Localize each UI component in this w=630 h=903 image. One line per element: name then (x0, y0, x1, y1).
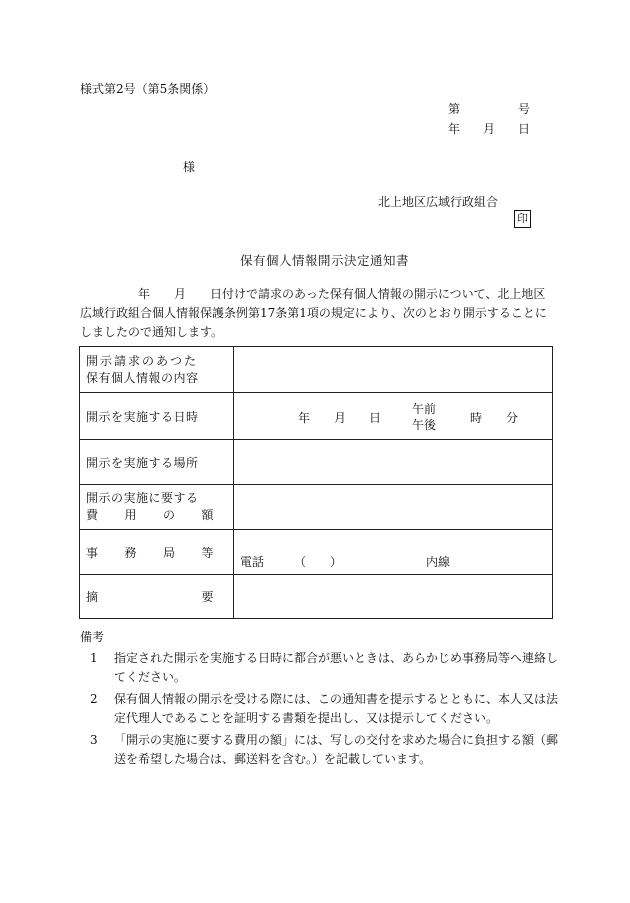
row-label-content (80, 347, 234, 393)
disclosure-table (79, 346, 553, 619)
note-number: 3 (90, 733, 98, 747)
intro-year: 年 (138, 287, 151, 301)
datetime-value-cell (234, 393, 553, 440)
label-line: 開示請求のあつた (86, 353, 199, 368)
tel-label: 電話 (240, 555, 265, 569)
notes-heading: 備考 (80, 630, 105, 644)
number-dai: 第 (448, 102, 461, 116)
label-char: 務 (124, 545, 137, 560)
label-char: 要 (201, 590, 214, 604)
table-row (80, 485, 553, 530)
label-char: 費 (86, 508, 99, 522)
table-row (80, 530, 553, 575)
document-number-line (448, 100, 531, 117)
note-number: 2 (90, 692, 98, 706)
dt-hour: 時 (470, 411, 483, 425)
label-line: 保有個人情報の内容 (86, 370, 199, 385)
document-title: 保有個人情報開示決定通知書 (240, 253, 410, 268)
form-number: 様式第2号（第5条関係） (80, 82, 216, 96)
label-char: の (162, 508, 176, 522)
content-value-cell (234, 347, 553, 393)
tel-paren: （ ） (294, 555, 343, 569)
note-item (80, 649, 560, 687)
table-row (80, 393, 553, 440)
label-char: 額 (201, 508, 214, 522)
date-year: 年 (448, 122, 461, 136)
row-label-remarks (80, 575, 234, 619)
row-label-office (80, 530, 234, 575)
table-row (80, 575, 553, 619)
dt-am: 午前 (412, 402, 437, 416)
intro-text: 日付けで請求のあった保有個人情報の開示について、北上地区広域行政組合個人情報保護条例第17条第1項の規定により、次のとおり開示することにしましたので通知します。 (80, 287, 547, 339)
office-value-cell (234, 530, 553, 575)
note-text: 「開示の実施に要する費用の額」には、写しの交付を求めた場合に負担する額（郵送を希望した場合は、郵送料を含む。）を記載しています。 (114, 733, 559, 766)
number-go: 号 (518, 102, 531, 116)
label-char: 事 (86, 545, 99, 560)
note-item (80, 731, 560, 769)
addressee-sama: 様 (183, 160, 196, 174)
issuer-name: 北上地区広域行政組合 (378, 195, 499, 209)
note-text: 指定された開示を実施する日時に都合が悪いときは、あらかじめ事務局等へ連絡してください。 (114, 651, 559, 684)
dt-minute: 分 (506, 411, 519, 425)
dt-pm: 午後 (412, 418, 437, 432)
note-text: 保有個人情報の開示を受ける際には、この通知書を提示するとともに、本人又は法定代理人であることを証明する書類を提出し、又は提示してください。 (114, 692, 559, 725)
remarks-value-cell (234, 575, 553, 619)
seal-stamp: 印 (514, 210, 531, 228)
intro-month: 月 (174, 287, 187, 301)
place-value-cell (234, 440, 553, 485)
extension-label: 内線 (426, 555, 451, 569)
dt-month: 月 (334, 411, 347, 425)
row-label-cost (80, 485, 234, 530)
label-char: 摘 (86, 590, 99, 604)
note-number: 1 (90, 651, 98, 665)
table-row (80, 347, 553, 393)
label-line: 開示の実施に要する (86, 491, 199, 505)
note-item (80, 690, 560, 728)
label-char: 局 (162, 545, 176, 560)
label-char: 等 (201, 545, 214, 560)
cost-value-cell (234, 485, 553, 530)
label-line-spread (86, 507, 214, 524)
label-char: 用 (124, 508, 137, 522)
dt-year: 年 (298, 411, 311, 425)
table-row (80, 440, 553, 485)
date-day: 日 (518, 122, 531, 136)
row-label-datetime: 開示を実施する日時 (80, 393, 234, 440)
intro-paragraph (80, 285, 552, 342)
dt-day: 日 (369, 411, 382, 425)
date-month: 月 (483, 122, 496, 136)
notes-section (80, 628, 560, 772)
row-label-place: 開示を実施する場所 (80, 440, 234, 485)
